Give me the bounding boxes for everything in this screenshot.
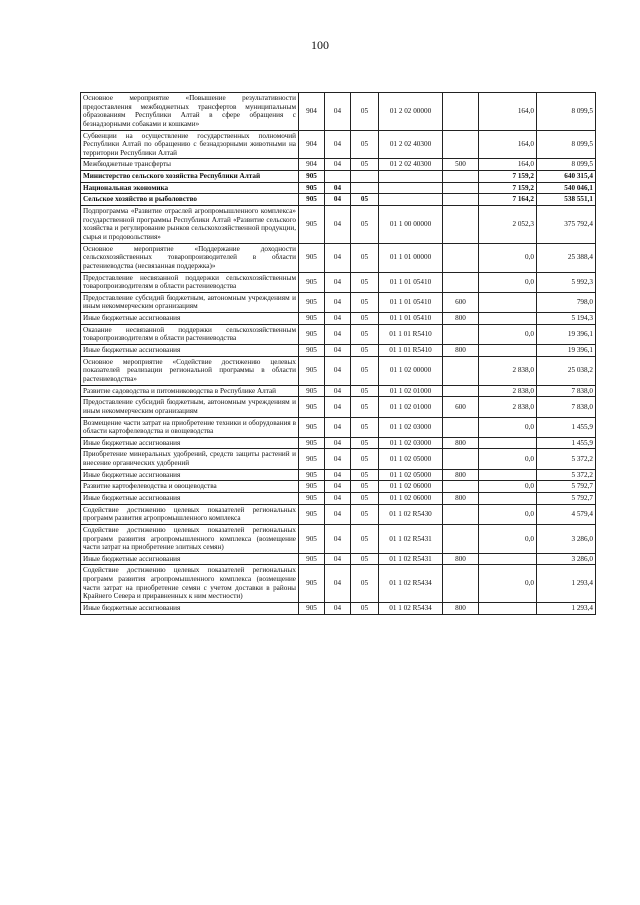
row-subsection: 05 xyxy=(351,194,379,206)
row-amount-1 xyxy=(479,492,537,504)
row-expense-type xyxy=(443,93,479,131)
row-target-article: 01 2 02 40300 xyxy=(379,130,443,159)
row-target-article: 01 1 01 05410 xyxy=(379,272,443,292)
row-amount-1: 0,0 xyxy=(479,449,537,469)
row-section: 04 xyxy=(325,130,351,159)
row-amount-2: 8 099,5 xyxy=(537,93,596,131)
table-row xyxy=(81,481,596,493)
row-section: 04 xyxy=(325,492,351,504)
row-subsection: 05 xyxy=(351,292,379,312)
page-number: 100 xyxy=(311,38,329,52)
row-expense-type xyxy=(443,194,479,206)
row-subsection xyxy=(351,182,379,194)
row-section: 04 xyxy=(325,345,351,357)
table-row xyxy=(81,437,596,449)
row-target-article: 01 1 02 01000 xyxy=(379,397,443,417)
row-target-article xyxy=(379,171,443,183)
row-name: Межбюджетные трансферты xyxy=(81,159,299,171)
row-target-article: 01 1 02 06000 xyxy=(379,481,443,493)
row-name: Основное мероприятие «Содействие достижению целевых показателей реализации региональной программы в области растениеводства» xyxy=(81,356,299,385)
row-amount-1: 2 052,3 xyxy=(479,206,537,244)
row-name: Основное мероприятие «Поддержание доходности сельскохозяйственных товаропроизводителей в области растениеводства (несвязанная поддержка)» xyxy=(81,243,299,272)
row-target-article: 01 1 02 R5434 xyxy=(379,603,443,615)
table-row xyxy=(81,243,596,272)
row-grbs: 904 xyxy=(299,130,325,159)
row-grbs: 904 xyxy=(299,159,325,171)
row-amount-1: 7 159,2 xyxy=(479,182,537,194)
table-row xyxy=(81,194,596,206)
row-expense-type: 800 xyxy=(443,313,479,325)
row-section: 04 xyxy=(325,93,351,131)
row-section: 04 xyxy=(325,524,351,553)
row-grbs: 905 xyxy=(299,345,325,357)
row-target-article: 01 1 01 00000 xyxy=(379,243,443,272)
row-target-article: 01 1 02 06000 xyxy=(379,492,443,504)
row-target-article: 01 1 02 R5434 xyxy=(379,565,443,603)
row-grbs: 905 xyxy=(299,417,325,437)
row-amount-2: 5 992,3 xyxy=(537,272,596,292)
row-subsection: 05 xyxy=(351,206,379,244)
row-section: 04 xyxy=(325,565,351,603)
row-name: Министерство сельского хозяйства Республики Алтай xyxy=(81,171,299,183)
table-row xyxy=(81,93,596,131)
row-amount-1 xyxy=(479,603,537,615)
row-name: Содействие достижению целевых показателей региональных программ развития агропромышленного комплекса (возмещение части затрат на приобретение семян с учетом доставки в районы Крайнего Севера и приравненных к ним местности) xyxy=(81,565,299,603)
table-row xyxy=(81,492,596,504)
row-grbs: 905 xyxy=(299,171,325,183)
row-target-article xyxy=(379,194,443,206)
row-target-article: 01 1 02 03000 xyxy=(379,417,443,437)
row-amount-2: 8 099,5 xyxy=(537,130,596,159)
row-amount-1 xyxy=(479,469,537,481)
row-subsection: 05 xyxy=(351,159,379,171)
row-section: 04 xyxy=(325,417,351,437)
table-row xyxy=(81,171,596,183)
table-row xyxy=(81,469,596,481)
row-grbs: 905 xyxy=(299,449,325,469)
row-name: Содействие достижению целевых показателей региональных программ развития агропромышленного комплекса (возмещение части затрат на приобретение элитных семян) xyxy=(81,524,299,553)
row-target-article: 01 1 00 00000 xyxy=(379,206,443,244)
row-subsection: 05 xyxy=(351,565,379,603)
row-grbs: 905 xyxy=(299,553,325,565)
row-amount-1 xyxy=(479,437,537,449)
row-expense-type: 600 xyxy=(443,397,479,417)
row-name: Иные бюджетные ассигнования xyxy=(81,437,299,449)
row-grbs: 905 xyxy=(299,524,325,553)
row-amount-2: 5 372,2 xyxy=(537,469,596,481)
row-amount-1 xyxy=(479,345,537,357)
row-amount-1 xyxy=(479,313,537,325)
row-name: Развитие картофелеводства и овощеводства xyxy=(81,481,299,493)
row-amount-2: 8 099,5 xyxy=(537,159,596,171)
row-grbs: 905 xyxy=(299,481,325,493)
row-amount-1: 164,0 xyxy=(479,93,537,131)
row-section: 04 xyxy=(325,194,351,206)
table-row xyxy=(81,356,596,385)
row-expense-type xyxy=(443,481,479,493)
row-subsection xyxy=(351,171,379,183)
row-section: 04 xyxy=(325,469,351,481)
row-amount-2: 19 396,1 xyxy=(537,324,596,344)
row-section xyxy=(325,171,351,183)
row-subsection: 05 xyxy=(351,449,379,469)
table-row xyxy=(81,345,596,357)
row-section: 04 xyxy=(325,553,351,565)
row-grbs: 905 xyxy=(299,565,325,603)
row-target-article xyxy=(379,182,443,194)
row-expense-type xyxy=(443,565,479,603)
row-target-article: 01 1 02 R5430 xyxy=(379,504,443,524)
row-amount-1: 0,0 xyxy=(479,324,537,344)
row-grbs: 905 xyxy=(299,437,325,449)
row-expense-type xyxy=(443,324,479,344)
row-expense-type: 800 xyxy=(443,437,479,449)
row-name: Возмещение части затрат на приобретение техники и оборудования в области картофелеводства и овощеводства xyxy=(81,417,299,437)
row-name: Оказание несвязанной поддержки сельскохозяйственным товаропроизводителям в области растениеводства xyxy=(81,324,299,344)
row-name: Иные бюджетные ассигнования xyxy=(81,492,299,504)
table-row xyxy=(81,504,596,524)
table-row xyxy=(81,385,596,397)
row-amount-1 xyxy=(479,292,537,312)
row-section: 04 xyxy=(325,313,351,325)
row-target-article: 01 1 02 00000 xyxy=(379,356,443,385)
table-row xyxy=(81,397,596,417)
row-name: Развитие садоводства и питомниководства в Республике Алтай xyxy=(81,385,299,397)
table-row xyxy=(81,417,596,437)
row-amount-1: 0,0 xyxy=(479,272,537,292)
row-subsection: 05 xyxy=(351,603,379,615)
row-amount-2: 5 194,3 xyxy=(537,313,596,325)
row-expense-type xyxy=(443,171,479,183)
table-row xyxy=(81,565,596,603)
row-expense-type xyxy=(443,417,479,437)
row-subsection: 05 xyxy=(351,243,379,272)
row-amount-2: 1 455,9 xyxy=(537,437,596,449)
row-grbs: 905 xyxy=(299,504,325,524)
row-grbs: 905 xyxy=(299,194,325,206)
row-grbs: 905 xyxy=(299,385,325,397)
row-subsection: 05 xyxy=(351,417,379,437)
row-grbs: 905 xyxy=(299,206,325,244)
row-section: 04 xyxy=(325,324,351,344)
row-section: 04 xyxy=(325,449,351,469)
row-amount-2: 5 792,7 xyxy=(537,481,596,493)
row-subsection: 05 xyxy=(351,504,379,524)
table-row xyxy=(81,292,596,312)
row-section: 04 xyxy=(325,437,351,449)
row-subsection: 05 xyxy=(351,437,379,449)
row-subsection: 05 xyxy=(351,524,379,553)
row-amount-2: 25 038,2 xyxy=(537,356,596,385)
row-target-article: 01 1 01 05410 xyxy=(379,292,443,312)
row-amount-2: 7 838,0 xyxy=(537,397,596,417)
table-row xyxy=(81,524,596,553)
row-target-article: 01 1 01 R5410 xyxy=(379,345,443,357)
row-subsection: 05 xyxy=(351,313,379,325)
row-section: 04 xyxy=(325,292,351,312)
row-amount-1: 2 838,0 xyxy=(479,385,537,397)
row-amount-2: 375 792,4 xyxy=(537,206,596,244)
row-grbs: 905 xyxy=(299,603,325,615)
row-name: Субвенции на осуществление государственных полномочий Республики Алтай по обращению с безнадзорными животными на территории Республики Алтай xyxy=(81,130,299,159)
row-target-article: 01 1 01 05410 xyxy=(379,313,443,325)
row-expense-type xyxy=(443,449,479,469)
row-section: 04 xyxy=(325,243,351,272)
row-amount-1: 7 164,2 xyxy=(479,194,537,206)
row-subsection: 05 xyxy=(351,356,379,385)
row-expense-type xyxy=(443,524,479,553)
row-name: Сельское хозяйство и рыболовство xyxy=(81,194,299,206)
row-expense-type: 800 xyxy=(443,553,479,565)
row-grbs: 905 xyxy=(299,182,325,194)
row-name: Иные бюджетные ассигнования xyxy=(81,313,299,325)
row-target-article: 01 2 02 00000 xyxy=(379,93,443,131)
row-expense-type xyxy=(443,385,479,397)
row-amount-2: 540 046,1 xyxy=(537,182,596,194)
row-name: Предоставление субсидий бюджетным, автономным учреждениям и иным некоммерческим организациям xyxy=(81,292,299,312)
row-amount-1: 2 838,0 xyxy=(479,397,537,417)
row-expense-type xyxy=(443,272,479,292)
row-grbs: 904 xyxy=(299,93,325,131)
row-section: 04 xyxy=(325,272,351,292)
row-amount-2: 1 293,4 xyxy=(537,603,596,615)
row-amount-2: 5 792,7 xyxy=(537,492,596,504)
row-expense-type xyxy=(443,356,479,385)
row-section: 04 xyxy=(325,182,351,194)
row-amount-2: 25 388,4 xyxy=(537,243,596,272)
row-subsection: 05 xyxy=(351,345,379,357)
row-amount-2: 19 396,1 xyxy=(537,345,596,357)
row-subsection: 05 xyxy=(351,481,379,493)
row-amount-1: 0,0 xyxy=(479,417,537,437)
row-expense-type: 600 xyxy=(443,292,479,312)
row-amount-1: 0,0 xyxy=(479,504,537,524)
table-row xyxy=(81,603,596,615)
row-section: 04 xyxy=(325,159,351,171)
row-expense-type: 800 xyxy=(443,492,479,504)
row-expense-type xyxy=(443,182,479,194)
row-amount-2: 538 551,1 xyxy=(537,194,596,206)
row-amount-1: 2 838,0 xyxy=(479,356,537,385)
row-section: 04 xyxy=(325,481,351,493)
row-name: Предоставление несвязанной поддержки сельскохозяйственным товаропроизводителям в области растениеводства xyxy=(81,272,299,292)
row-amount-2: 798,0 xyxy=(537,292,596,312)
row-amount-2: 3 286,0 xyxy=(537,553,596,565)
table-row xyxy=(81,553,596,565)
row-amount-1: 7 159,2 xyxy=(479,171,537,183)
row-expense-type: 500 xyxy=(443,159,479,171)
row-expense-type: 800 xyxy=(443,603,479,615)
row-name: Иные бюджетные ассигнования xyxy=(81,469,299,481)
row-name: Иные бюджетные ассигнования xyxy=(81,603,299,615)
row-subsection: 05 xyxy=(351,272,379,292)
row-amount-2: 7 838,0 xyxy=(537,385,596,397)
row-expense-type xyxy=(443,243,479,272)
row-target-article: 01 1 02 03000 xyxy=(379,437,443,449)
row-expense-type xyxy=(443,130,479,159)
row-subsection: 05 xyxy=(351,397,379,417)
row-grbs: 905 xyxy=(299,356,325,385)
row-section: 04 xyxy=(325,206,351,244)
table-row xyxy=(81,449,596,469)
row-name: Национальная экономика xyxy=(81,182,299,194)
row-grbs: 905 xyxy=(299,397,325,417)
row-expense-type: 800 xyxy=(443,469,479,481)
row-expense-type xyxy=(443,504,479,524)
row-name: Иные бюджетные ассигнования xyxy=(81,345,299,357)
row-amount-2: 3 286,0 xyxy=(537,524,596,553)
row-name: Содействие достижению целевых показателей региональных программ развития агропромышленного комплекса xyxy=(81,504,299,524)
row-target-article: 01 2 02 40300 xyxy=(379,159,443,171)
row-amount-1 xyxy=(479,553,537,565)
row-target-article: 01 1 01 R5410 xyxy=(379,324,443,344)
row-grbs: 905 xyxy=(299,324,325,344)
row-subsection: 05 xyxy=(351,93,379,131)
row-subsection: 05 xyxy=(351,130,379,159)
row-subsection: 05 xyxy=(351,553,379,565)
row-grbs: 905 xyxy=(299,492,325,504)
row-name: Приобретение минеральных удобрений, средств защиты растений и внесение органических удобрений xyxy=(81,449,299,469)
row-amount-1: 0,0 xyxy=(479,243,537,272)
row-amount-1: 0,0 xyxy=(479,524,537,553)
row-target-article: 01 1 02 01000 xyxy=(379,385,443,397)
row-target-article: 01 1 02 05000 xyxy=(379,449,443,469)
row-section: 04 xyxy=(325,397,351,417)
row-amount-1: 0,0 xyxy=(479,565,537,603)
table-row xyxy=(81,313,596,325)
table-row xyxy=(81,182,596,194)
budget-table xyxy=(80,92,596,615)
row-subsection: 05 xyxy=(351,385,379,397)
row-target-article: 01 1 02 R5431 xyxy=(379,553,443,565)
table-row xyxy=(81,272,596,292)
table-row xyxy=(81,159,596,171)
row-section: 04 xyxy=(325,385,351,397)
row-grbs: 905 xyxy=(299,272,325,292)
row-subsection: 05 xyxy=(351,492,379,504)
row-section: 04 xyxy=(325,603,351,615)
table-row xyxy=(81,324,596,344)
row-section: 04 xyxy=(325,504,351,524)
row-subsection: 05 xyxy=(351,469,379,481)
row-section: 04 xyxy=(325,356,351,385)
row-grbs: 905 xyxy=(299,243,325,272)
row-grbs: 905 xyxy=(299,469,325,481)
row-name: Подпрограмма «Развитие отраслей агропромышленного комплекса» государственной программы Республики Алтай «Развитие сельского хозяйства и регулирование рынков сельскохозяйственной продукции, сырья и продовольствия» xyxy=(81,206,299,244)
row-amount-1: 164,0 xyxy=(479,159,537,171)
row-amount-2: 5 372,2 xyxy=(537,449,596,469)
row-name: Предоставление субсидий бюджетным, автономным учреждениям и иным некоммерческим организациям xyxy=(81,397,299,417)
row-target-article: 01 1 02 05000 xyxy=(379,469,443,481)
row-expense-type: 800 xyxy=(443,345,479,357)
table-row xyxy=(81,130,596,159)
row-amount-2: 1 455,9 xyxy=(537,417,596,437)
row-name: Иные бюджетные ассигнования xyxy=(81,553,299,565)
row-amount-2: 4 579,4 xyxy=(537,504,596,524)
row-amount-2: 1 293,4 xyxy=(537,565,596,603)
row-target-article: 01 1 02 R5431 xyxy=(379,524,443,553)
row-expense-type xyxy=(443,206,479,244)
row-name: Основное мероприятие «Повышение результативности предоставления межбюджетных трансфертов муниципальным образованиям Республики Алтай в сфере обращения с безнадзорными собаками и кошками» xyxy=(81,93,299,131)
row-amount-1: 0,0 xyxy=(479,481,537,493)
row-amount-2: 640 315,4 xyxy=(537,171,596,183)
row-grbs: 905 xyxy=(299,313,325,325)
row-amount-1: 164,0 xyxy=(479,130,537,159)
row-subsection: 05 xyxy=(351,324,379,344)
row-grbs: 905 xyxy=(299,292,325,312)
table-row xyxy=(81,206,596,244)
